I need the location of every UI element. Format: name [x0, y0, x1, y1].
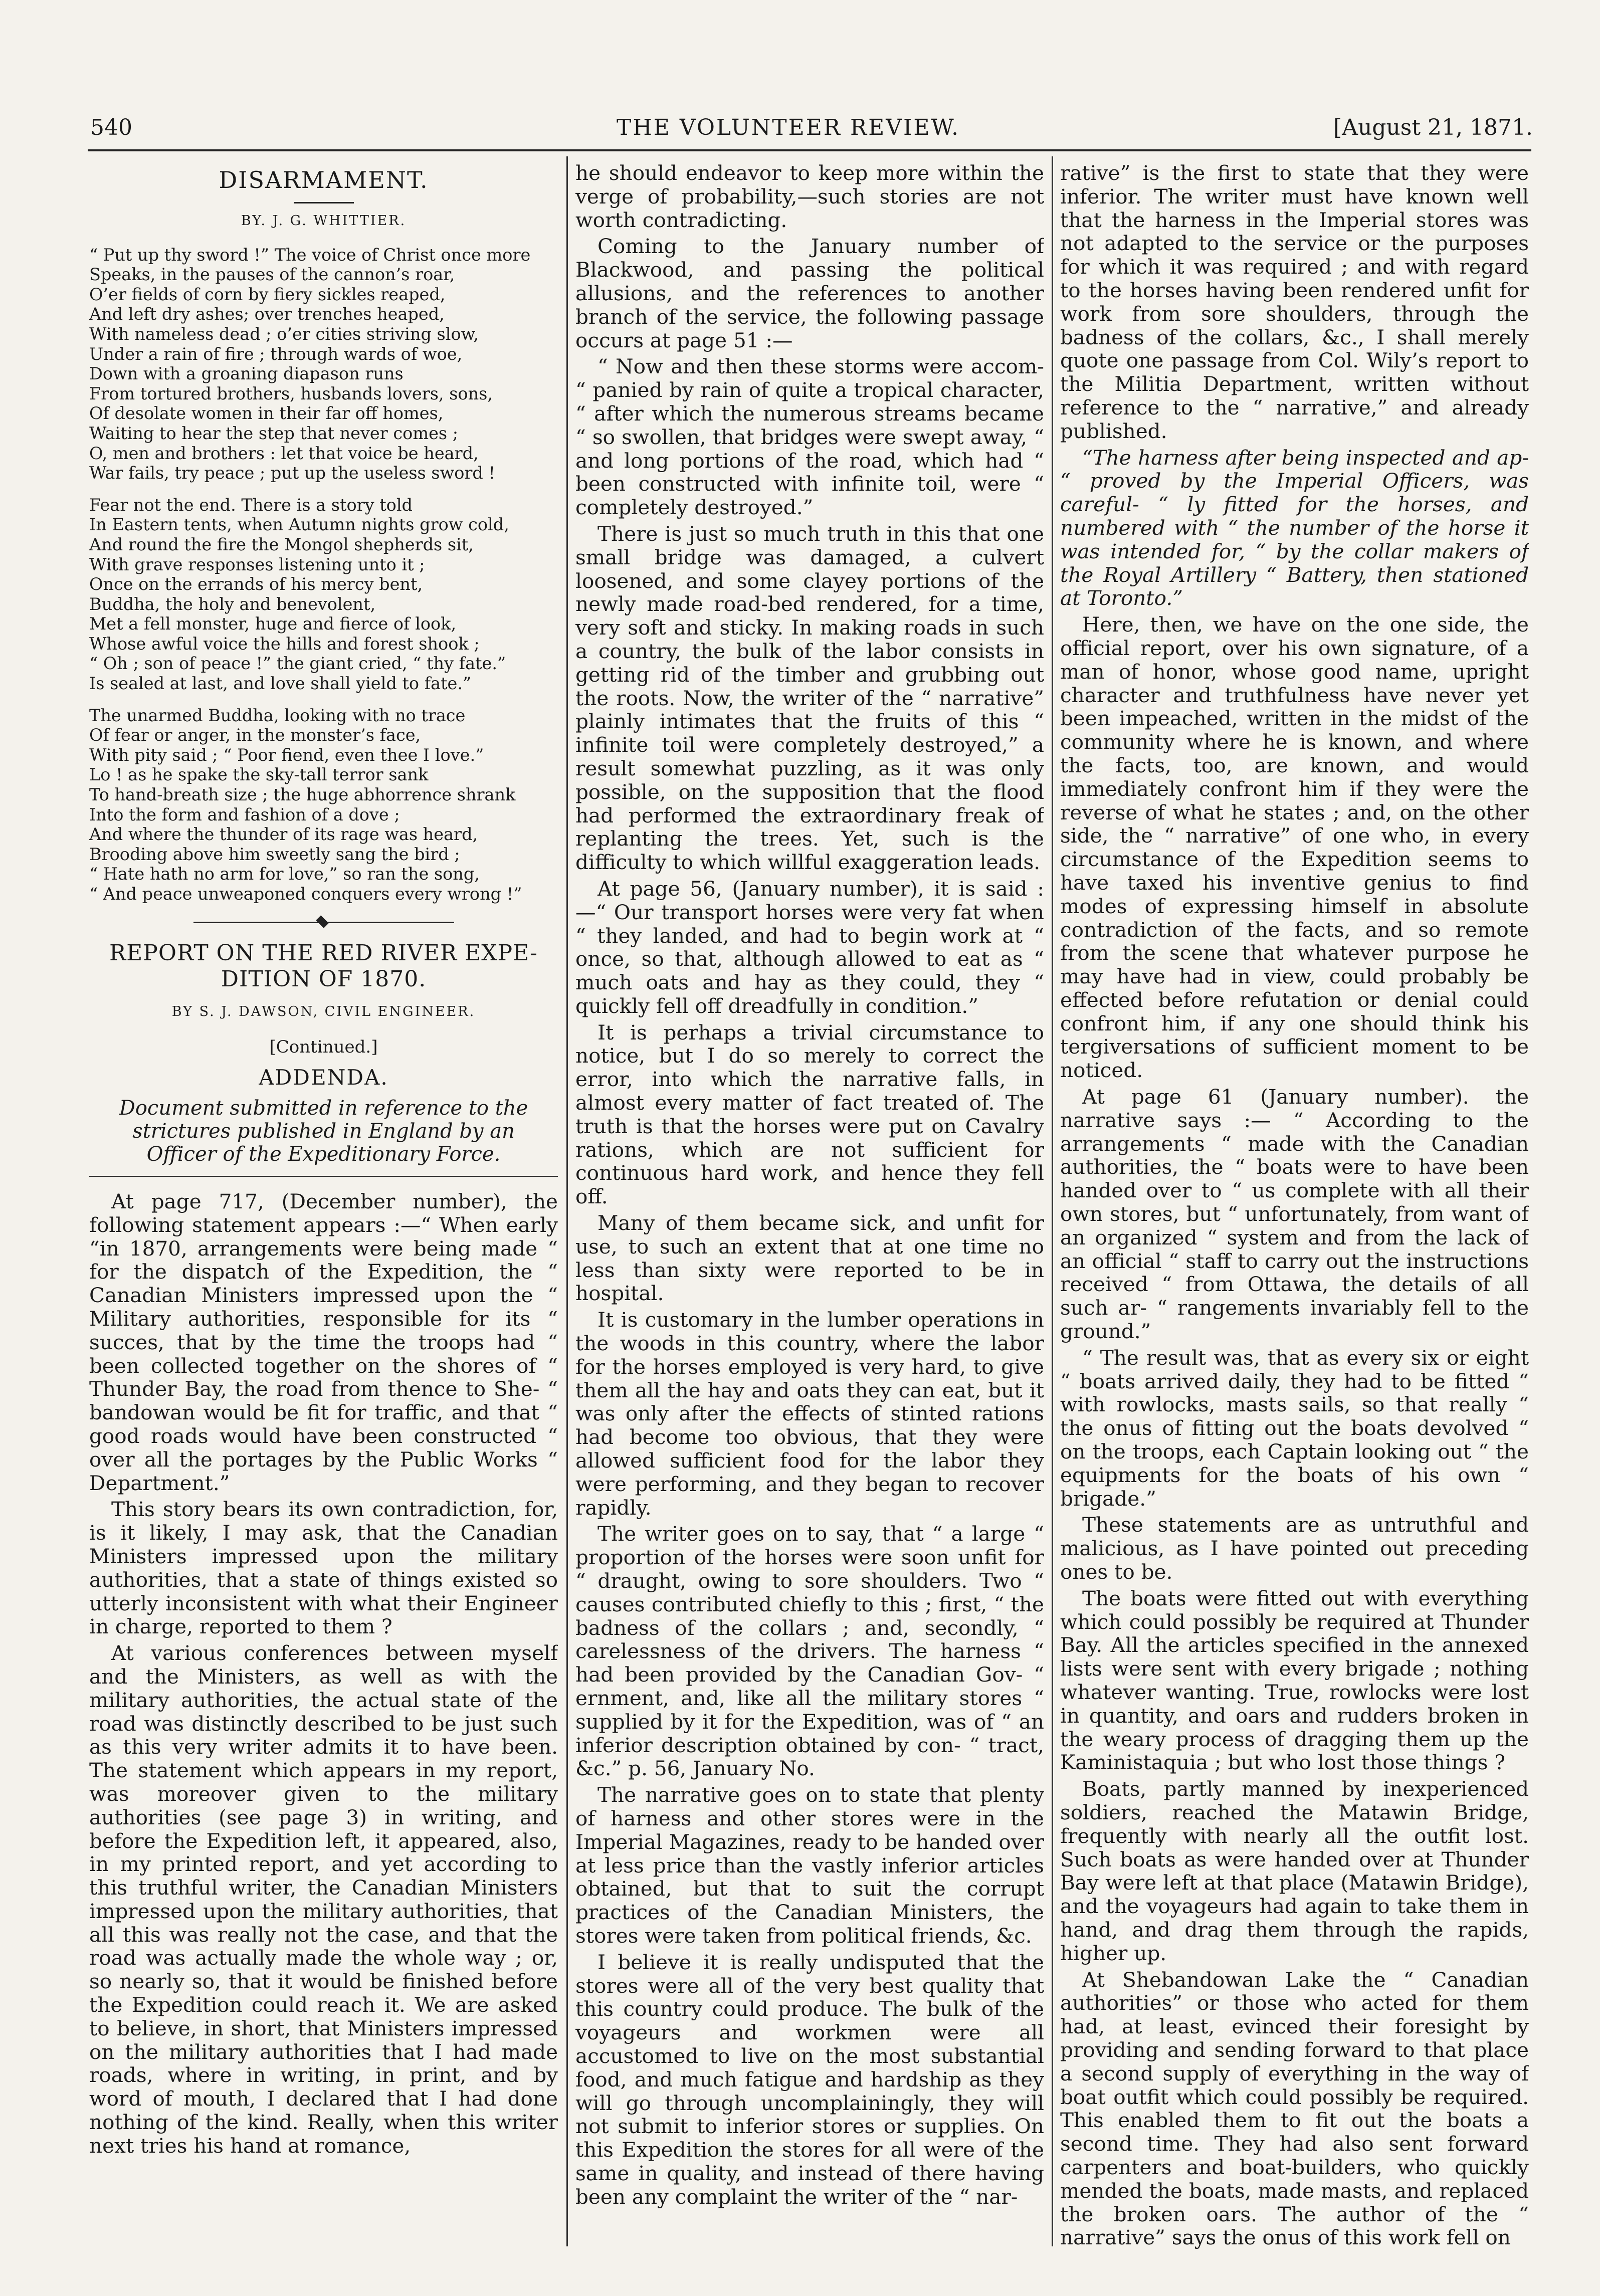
- column-divider: [1052, 156, 1053, 2246]
- paragraph: At page 56, (January number), it is said : —“ Our transport horses were very fat when “ they landed, and had to begin work at “ once, so that, although allowed to eat as “ much oats and hay as they could, they “ quickly fell off dreadfully in condition.”: [575, 876, 1044, 1018]
- poem-line: “ Oh ; son of peace !” the giant cried, “ thy fate.”: [89, 654, 506, 674]
- paragraph: The narrative goes on to state that plenty of harness and other stores were in the Imperial Magazines, ready to be handed over at less price than the vastly inferior articles obtained, but that to suit the corrupt practices of the Canadian Ministers, the stores were taken from political friends, &c.: [575, 1783, 1044, 1948]
- poem-byline: BY. J. G. WHITTIER.: [241, 213, 407, 229]
- poem-line: Waiting to hear the step that never comes ;: [89, 423, 459, 443]
- poem-line: Fear not the end. There is a story told: [89, 495, 413, 515]
- quoted-paragraph: “The harness after being inspected and ap- “ proved by the Imperial Officers, was careful- “ ly fitted for the horses, and numbered with “ the number of the horse it was intended for, “ by the collar makers of the Royal Artillery “ Battery, then stationed at Toronto.”: [1060, 445, 1529, 610]
- column-divider: [566, 156, 568, 2246]
- header-rule: [88, 149, 1531, 151]
- poem-line: “ Put up thy sword !” The voice of Christ once more: [89, 245, 531, 265]
- poem-line: Under a rain of fire ; through wards of woe,: [89, 344, 463, 364]
- paragraph: “ The result was, that as every six or eight “ boats arrived daily, they had to be fitted “ with rowlocks, masts sails, so that really “ the onus of fitting out the boats devolved “ on the troops, each Captain looking out “ the equipments for the boats of his own “ brigade.”: [1060, 1345, 1529, 1511]
- poem-line: Buddha, the holy and benevolent,: [89, 594, 376, 614]
- paragraph: There is just so much truth in this that one small bridge was damaged, a culvert loosened, and some clayey portions of the newly made road-bed rendered, for a time, very soft and sticky. In making roads in such a country, the bulk of the labor consists in getting rid of the timber and grubbing out the roots. Now, the writer of the “ narrative” plainly intimates that the fruits of this “ infinite toil were completely destroyed,” a result somewhat puzzling, as it was only possible, on the supposition that the flood had performed the extraordinary freak of replanting the trees. Yet, such is the difficulty to which willful exaggeration leads.: [575, 521, 1044, 875]
- paragraph: These statements are as untruthful and malicious, as I have pointed out preceding ones to be.: [1060, 1513, 1529, 1584]
- paragraph: This story bears its own contradiction, for, is it likely, I may ask, that the Canadian Ministers impressed upon the military authorities, that a state of things existed so utterly inconsistent with what their Engineer in charge, reported to them ?: [89, 1497, 558, 1639]
- paragraph: The boats were fitted out with everything which could possibly be required at Thunder Bay. All the articles specified in the annexed lists were sent with every brigade ; nothing whatever wanting. True, rowlocks were lost in quantity, and oars and rudders broken in the weary process of dragging them up the Kaministaquia ; but who lost those things ?: [1060, 1586, 1529, 1775]
- section-divider: [193, 918, 454, 926]
- report-title: REPORT ON THE RED RIVER EXPE-DITION OF 1870.: [109, 940, 538, 992]
- continued-label: [Continued.]: [269, 1037, 378, 1058]
- paragraph: Boats, partly manned by inexperienced soldiers, reached the Matawin Bridge, frequently with nearly all the outfit lost. Such boats as were handed over at Thunder Bay were left at that place (Matawin Bridge), and the voyageurs had again to take them in hand, and drag them through the rapids, higher up.: [1060, 1777, 1529, 1965]
- poem-line: With pity said ; “ Poor fiend, even thee I love.”: [89, 745, 484, 765]
- poem-line: Brooding above him sweetly sang the bird ;: [89, 844, 460, 864]
- poem-stanza: [89, 245, 558, 483]
- paragraph: At page 61 (January number). the narrative says :— “ According to the arrangements “ made with the Canadian authorities, the “ boats were to have been handed over to “ us complete with all their own stores, but “ unfortunately, from want of an organized “ system and from the lack of an official “ staff to carry out the instructions received “ from Ottawa, the details of all such ar- “ rangements invariably fell to the ground.”: [1060, 1085, 1529, 1344]
- poem-line: And left dry ashes; over trenches heaped,: [89, 304, 445, 324]
- issue-date: [August 21, 1871.: [1333, 115, 1533, 140]
- poem-stanza: [89, 706, 558, 904]
- poem-stanza: [89, 495, 558, 694]
- poem-line: And round the fire the Mongol shepherds sit,: [89, 534, 474, 554]
- paragraph: At various conferences between myself and the Ministers, as well as with the military authorities, the actual state of the road was distinctly described to be just such as this very writer admits it to have been. The statement which appears in my report, was moreover given to the military authorities (see page 3) in writing, and before the Expedition left, it appeared, also, in my printed report, and yet according to this truthful writer, the Canadian Ministers impressed upon the military authorities, that all this was really not the case, and that the road was actually made the whole way ; or, so nearly so, that it would be finished before the Expedition could reach it. We are asked to believe, in short, that Ministers impressed on the military authorities that I had made roads, where in writing, in print, and by word of mouth, I declared that I had done nothing of the kind. Really, when this writer next tries his hand at romance,: [89, 1641, 558, 2158]
- poem-line: O’er fields of corn by fiery sickles reaped,: [89, 284, 446, 304]
- poem-line: Whose awful voice the hills and forest shook ;: [89, 634, 480, 654]
- page-number: 540: [90, 115, 132, 140]
- poem-line: Speaks, in the pauses of the cannon’s roar,: [89, 265, 455, 285]
- poem-line: Once on the errands of his mercy bent,: [89, 574, 423, 594]
- poem-title: DISARMAMENT.: [219, 166, 429, 193]
- paragraph: I believe it is really undisputed that the stores were all of the very best quality that this country could produce. The bulk of the voyageurs and workmen were all accustomed to live on the most substantial food, and much fatigue and hardship as they will go through uncomplainingly, they will not submit to inferior stores or supplies. On this Expedition the stores for all were of the same in quality, and instead of there having been any complaint the writer of the “ nar-: [575, 1950, 1044, 2209]
- column-1: [89, 161, 558, 2276]
- poem-line: Met a fell monster, huge and fierce of look,: [89, 614, 457, 634]
- note-rule: [89, 1176, 558, 1177]
- paragraph: rative” is the first to state that they were inferior. The writer must have known well that the harness in the Imperial stores was not adapted to the service or the purposes for which it was required ; and with regard to the horses having been rendered unfit for work from sore shoulders, through the badness of the collars, &c., I shall merely quote one passage from Col. Wily’s report to the Militia Department, written without reference to the “ narrative,” and already published.: [1060, 161, 1529, 443]
- paragraph: At page 717, (December number), the following statement appears :—“ When early “in 1870, arrangements were being made “ for the dispatch of the Expedition, the “ Canadian Ministers impressed upon the “ Military authorities, responsible for its “ succes, that by the time the troops had “ been collected together on the shores of “ Thunder Bay, the road from thence to She- “ bandowan would be fit for traffic, and that “ good roads would have been constructed “ over all the portages by the Public Works “ Department.”: [89, 1189, 558, 1495]
- paragraph: At Shebandowan Lake the “ Canadian authorities” or those who acted for them had, at least, evinced their foresight by providing and sending forward to that place a second supply of everything in the way of boat outfit which could possibly be required. This enabled them to fit out the boats a second time. They had also sent forward carpenters and boat-builders, who quickly mended the boats, made masts, and replaced the broken oars. The author of the “ narrative” says the onus of this work fell on: [1060, 1967, 1529, 2250]
- report-note: Document submitted in reference to the strictures published in England by an Officer of the Expeditionary Force.: [119, 1096, 528, 1166]
- poem-line: Of fear or anger, in the monster’s face,: [89, 725, 421, 745]
- poem-line: Lo ! as he spake the sky-tall terror sank: [89, 765, 429, 785]
- paragraph: Coming to the January number of Blackwood, and passing the political allusions, and the references to another branch of the service, the following passage occurs at page 51 :—: [575, 234, 1044, 352]
- title-rule: [294, 202, 354, 203]
- poem-line: With grave responses listening unto it ;: [89, 554, 425, 574]
- poem-line: O, men and brothers : let that voice be heard,: [89, 443, 479, 463]
- paragraph: It is customary in the lumber operations in the woods in this country, where the labor for the horses employed is very hard, to give them all the hay and oats they can eat, but it was only after the effects of stinted rations had become too obvious, that they were allowed sufficient food for the labor they were performing, and they began to recover rapidly.: [575, 1308, 1044, 1520]
- poem-line: In Eastern tents, when Autumn nights grow cold,: [89, 515, 509, 535]
- poem-line: Of desolate women in their far off homes,: [89, 403, 444, 424]
- publication-title: THE VOLUNTEER REVIEW.: [617, 115, 960, 140]
- poem-line: Is sealed at last, and love shall yield to fate.”: [89, 674, 472, 694]
- paragraph: It is perhaps a trivial circumstance to notice, but I do so merely to correct the error, into which the narrative falls, in almost every matter of fact treated of. The truth is that the horses were put on Cavalry rations, which are not sufficient for continuous hard work, and hence they fell off.: [575, 1020, 1044, 1209]
- poem-line: And where the thunder of its rage was heard,: [89, 824, 478, 845]
- addenda-heading: ADDENDA.: [259, 1065, 388, 1090]
- paragraph: Many of them became sick, and unfit for use, to such an extent that at one time no less than sixty were reported to be in hospital.: [575, 1211, 1044, 1306]
- column-2: [575, 161, 1044, 2276]
- poem-line: To hand-breath size ; the huge abhorrence shrank: [89, 785, 516, 805]
- poem-line: The unarmed Buddha, looking with no trace: [89, 705, 466, 725]
- paragraph: The writer goes on to say, that “ a large “ proportion of the horses were soon unfit for “ draught, owing to sore shoulders. Two “ causes contributed chiefly to this ; first, “ the badness of the collars ; and, secondly, “ carelessness of the drivers. The harness “ had been provided by the Canadian Gov- “ ernment, and, like all the military stores “ supplied by it for the Expedition, was of “ an inferior description obtained by con- “ tract, &c.” p. 56, January No.: [575, 1522, 1044, 1781]
- paragraph: Here, then, we have on the one side, the official report, over his own signature, of a man of honor, whose good name, upright character and truthfulness have never yet been impeached, written in the midst of the community where he is known, and where the facts, too, are known, and would immediately confront him if they were the reverse of what he states ; and, on the other side, the “ narrative” of one who, in every circumstance of the Expedition seems to have taxed his inventive genius to find modes of expressing himself in absolute contradiction of the facts, and so remote from the scene that whatever purpose he may have had in view, could probably be effected before refutation or denial could confront him, if any one should think his tergiversations of sufficient moment to be noticed.: [1060, 612, 1529, 1083]
- column-3: [1060, 161, 1529, 2276]
- poem-body: [89, 245, 558, 904]
- poem-line: “ Hate hath no arm for love,” so ran the song,: [89, 864, 480, 884]
- poem-line: Into the form and fashion of a dove ;: [89, 804, 400, 824]
- paragraph: “ Now and then these storms were accom- “ panied by rain of quite a tropical character, “ after which the numerous streams became “ so swollen, that bridges were swept away, “ and long portions of the road, which had “ been constructed with infinite toil, were “ completely destroyed.”: [575, 354, 1044, 520]
- poem-line: With nameless dead ; o’er cities striving slow,: [89, 324, 479, 344]
- report-byline: BY S. J. DAWSON, CIVIL ENGINEER.: [171, 1003, 476, 1019]
- poem-line: “ And peace unweaponed conquers every wrong !”: [89, 884, 522, 904]
- paragraph: he should endeavor to keep more within the verge of probability,—such stories are not worth contradicting.: [575, 161, 1044, 232]
- poem-line: Down with a groaning diapason runs: [89, 364, 404, 384]
- poem-line: War fails, try peace ; put up the useless sword !: [89, 463, 495, 483]
- poem-line: From tortured brothers, husbands lovers, sons,: [89, 383, 493, 403]
